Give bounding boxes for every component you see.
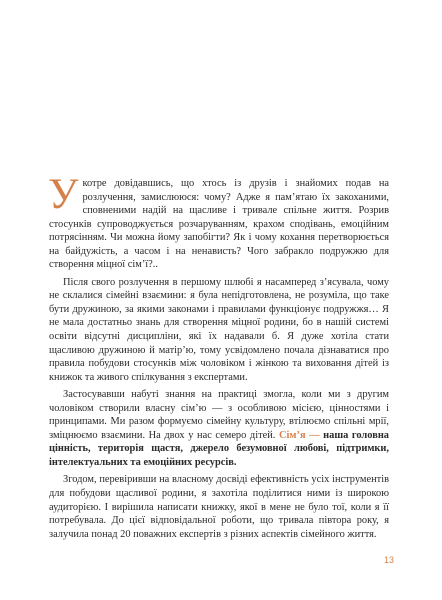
paragraph-3-text: Застосувавши набуті знання на практиці змогла, коли ми з другим чоловіком створили власну сім’ю — з особливою місією, цінностями і принципами. Ми разом формуємо сімейну культуру, втілюємо спільні мрії, зміцнюємо взаємини. На двох у нас семеро дітей. — [49, 389, 389, 441]
highlight-word: Сім’я — — [279, 429, 320, 441]
body-text — [48, 171, 389, 541]
paragraph-1-text: котре довідавшись, що хтось із друзів і знайомих подав на розлучення, замислююся: чому? Адже я пам’ятаю їх закоханими, сповненими надій на щасливе і тривале спільне життя. Розрив стосунків супроводжується розчаруванням, крахом сподівань, емоційним потрясінням. Чи можна йому запобігти? Як і чому кохання перетворюється на байдужість, а часом і на ненависть? Чого забракло подружжю для створення міцної сім’ї?.. — [49, 178, 389, 271]
paragraph-3 — [49, 388, 389, 469]
paragraph-1 — [48, 171, 389, 272]
paragraph-2: Після свого розлучення в першому шлюбі я насамперед з’ясувала, чому не склалися сімейні взаємини: я була непідготовлена, не розуміла, що таке бути дружиною, за якими законами і правилами функціонує подружжя… Я не мала достатньо знань для створення міцної родини, бо в нашій системі освіти відсутні дисципліни, які їх надавали б. Я дуже хотіла стати щасливою дружиною й матір’ю, тому усвідомлено почала дізнаватися про правила побудови стосунків між чоловіком і жінкою та виховання дітей із книжок та живого спілкування з експертами. — [49, 276, 389, 383]
drop-cap: У — [48, 171, 79, 218]
paragraph-4: Згодом, перевіривши на власному досвіді ефективність усіх інструментів для побудови щасливої родини, я захотіла поділитися ними із широкою аудиторією. І вирішила написати книжку, якої в мене не було тої, коли я її потребувала. До цієї відповідальної роботи, що тривала півтора року, я залучила понад 20 поважних експертів з різних аспектів сімейного життя. — [49, 474, 389, 540]
page-number: 13 — [383, 555, 394, 565]
highlight-phrase: наша головна цінність, територія щастя, джерело безумовної любові, підтримки, інтелектуальних та емоційних ресурсів. — [49, 429, 389, 468]
